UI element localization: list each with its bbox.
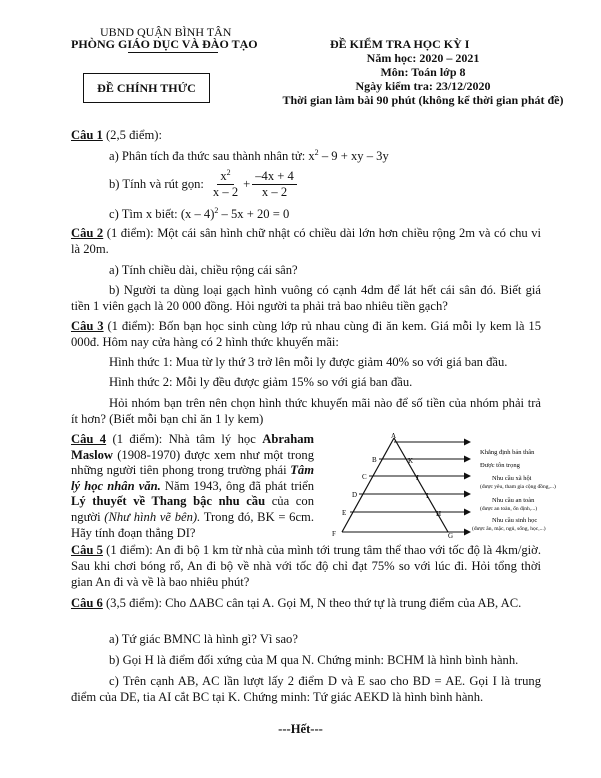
header-right-line5: Thời gian làm bài 90 phút (không kể thời gian phát đề) (282, 93, 564, 107)
need-physiological: Nhu cầu sinh học (492, 517, 538, 524)
q5-label: Câu 5 (71, 543, 103, 557)
q4-name: Abraham Maslow (71, 432, 314, 462)
q4-text-5: Trong đó, BK = 6cm. Hãy tính đoạn thẳng DI? (71, 509, 314, 540)
q1-label: Câu 1 (71, 128, 103, 142)
point-c: C (362, 473, 367, 481)
point-g: G (448, 532, 454, 540)
q6-label: Câu 6 (71, 596, 103, 610)
q2-b: b) Người ta dùng loại gạch hình vuông có cạnh 4dm để lát hết cái sân đó. Biết giá tiền 1 viên gạch là 20 000 đồng. Hỏi người ta phải trả bao nhiêu tiền gạch? (71, 283, 541, 313)
point-h: H (436, 510, 442, 518)
q4-label: Câu 4 (71, 432, 107, 446)
frac1-num-exp: 2 (226, 167, 231, 177)
q3-intro-text: (1 điểm): Bốn bạn học sinh cùng lớp rủ nhau cùng đi ăn kem. Giá mỗi ly kem là 15 000đ. Hôm nay cửa hàng có 2 hình thức khuyến mãi: (71, 319, 541, 349)
header-right-line4: Ngày kiểm tra: 23/12/2020 (355, 79, 491, 93)
q2-a: a) Tính chiều dài, chiều rộng cái sân? (109, 263, 298, 277)
frac2-den: x – 2 (261, 184, 288, 199)
q1-c-prefix: c) Tìm x biết: (x – 4) (109, 207, 215, 221)
q1-b-fraction-2 (252, 169, 297, 200)
point-e: E (342, 509, 347, 517)
frac2-num: –4x + 4 (252, 169, 297, 185)
point-d: D (352, 491, 358, 499)
point-a: A (391, 432, 397, 440)
q1-c-exp: 2 (214, 205, 219, 215)
q1-b (109, 167, 299, 201)
header-left-line1: UBND QUẬN BÌNH TÂN (100, 25, 232, 39)
q4-figref: (Như hình vẽ bên). (104, 509, 201, 524)
need-social: Nhu cầu xã hội (492, 475, 532, 482)
q4-text-2: (1908-1970) được xem như một trong những người tiên phong trong trường phái (71, 447, 314, 478)
maslow-pyramid-diagram (330, 432, 598, 540)
q6-intro-text: (3,5 điểm): Cho ΔABC cân tại A. Gọi M, N theo thứ tự là trung điểm của AB, AC. (102, 596, 522, 610)
frac1-den: x – 2 (212, 184, 239, 199)
q3-intro (71, 318, 541, 350)
q3-question: Hỏi nhóm bạn trên nên chọn hình thức khuyến mãi nào để số tiền của nhóm phải trả ít hơn? (Biết mỗi bạn chỉ ăn 1 ly kem) (71, 396, 541, 426)
q1-b-plus: + (243, 176, 251, 191)
need-self-actualization: Khẳng định bản thân (480, 449, 535, 456)
q1-a (109, 149, 389, 164)
q6-a: a) Tứ giác BMNC là hình gì? Vì sao? (109, 632, 298, 646)
q1-a-suffix: – 9 + xy – 3y (318, 149, 389, 163)
point-b: B (372, 456, 377, 464)
q4-text-3: Năm 1943, ông đã phát triển (160, 478, 314, 493)
q6-b: b) Gọi H là điểm đối xứng của M qua N. Chứng minh: BCHM là hình bình hành. (109, 653, 519, 667)
footer-end: ---Hết--- (278, 722, 323, 736)
header-left-line2: PHÒNG GIÁO DỤC VÀ ĐÀO TẠO (71, 37, 258, 51)
header-right-line3: Môn: Toán lớp 8 (380, 65, 466, 79)
point-f: F (332, 530, 336, 538)
q6-c: c) Trên cạnh AB, AC lần lượt lấy 2 điểm D và E sao cho BD = AE. Gọi I là trung điểm của DE, tia AI cắt BC tại K. Chứng minh: Tứ giác AEKD là hình bình hành. (71, 674, 541, 704)
official-badge: ĐỀ CHÍNH THỨC (83, 73, 210, 103)
q1-points: (2,5 điểm): (102, 128, 162, 142)
q3-option-1: Hình thức 1: Mua từ ly thứ 3 trở lên mỗi ly được giảm 40% so với giá ban đầu. (109, 355, 508, 369)
q5-body: (1 điểm): An đi bộ 1 km từ nhà của mình tới trung tâm thể thao với tốc độ là 4km/giờ. Sau khi chơi bóng rổ, An đi bộ về nhà với tốc độ chỉ đạt 75% so với lúc đi. Hỏi tổng thời gian An đi và về là bao nhiêu phút? (71, 543, 541, 589)
header-right-line2: Năm học: 2020 – 2021 (366, 51, 480, 65)
q1-c (109, 207, 289, 222)
header-underline-left (128, 52, 218, 53)
q1-a-exp: 2 (314, 147, 319, 157)
q4-theory: Lý thuyết về Thang bậc nhu cầu (71, 494, 266, 509)
pyramid-left-side (342, 438, 394, 532)
q1-title (71, 128, 162, 143)
q1-b-fraction-1 (210, 169, 241, 200)
q2-intro (71, 225, 541, 257)
frac1-num: x (220, 168, 227, 183)
q4-school: Tâm lý học nhân văn. (71, 463, 314, 493)
q1-c-suffix: – 5x + 20 = 0 (218, 207, 290, 221)
need-safety-detail: (được an toàn, ổn định,...) (480, 506, 538, 512)
q1-b-prefix: b) Tính và rút gọn: (109, 176, 204, 191)
q4-text-1: (1 điểm): Nhà tâm lý học (106, 432, 263, 446)
q2-intro-text: (1 điểm): Một cái sân hình chữ nhật có chiều dài lớn hơn chiều rộng 2m và có chu vi là 20m. (71, 226, 541, 256)
point-j: J (416, 474, 419, 482)
q5-text (71, 542, 541, 590)
point-k: K (408, 457, 414, 465)
need-safety: Nhu cầu an toàn (492, 497, 535, 504)
need-social-detail: (được yêu, tham gia cộng đồng,...) (480, 484, 556, 490)
point-i: I (426, 492, 429, 500)
q3-label: Câu 3 (71, 319, 104, 333)
q1-a-prefix: a) Phân tích đa thức sau thành nhân tử: x (109, 149, 315, 163)
q2-label: Câu 2 (71, 226, 104, 240)
need-physiological-detail: (được ăn, mặc, ngủ, sống, học,...) (472, 526, 546, 532)
header-right-line1: ĐỀ KIỂM TRA HỌC KỲ I (330, 37, 470, 51)
need-esteem: Được tôn trọng (480, 462, 520, 469)
q4-text (71, 432, 314, 541)
q3-option-2: Hình thức 2: Mỗi ly đều được giảm 15% so với giá ban đầu. (109, 375, 413, 389)
q4-text-4: của con người (71, 494, 314, 524)
q6-intro (71, 595, 541, 611)
